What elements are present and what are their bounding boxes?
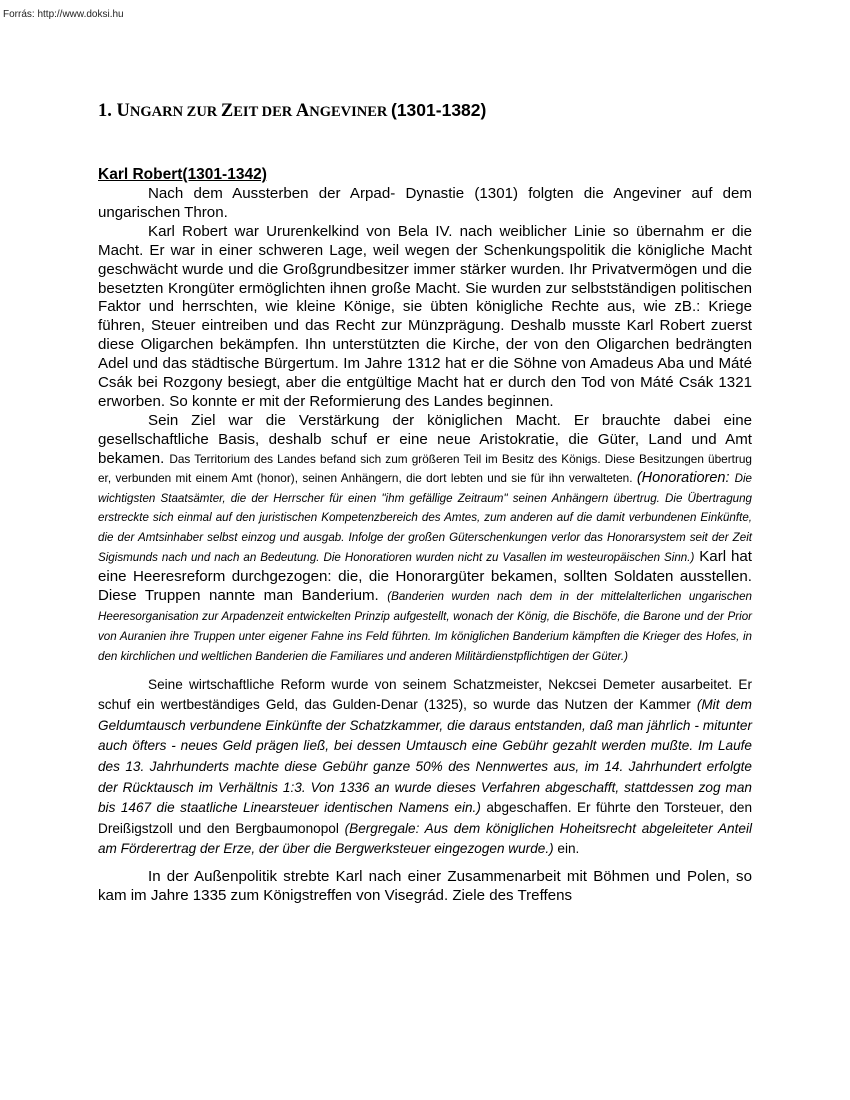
- document-body: [98, 185, 752, 906]
- economy-text-3: ein.: [553, 841, 580, 857]
- title-part-3: NGEVINER: [309, 104, 391, 120]
- banderien-note: (Banderien wurden nach dem in der mittelalterlichen ungarischen Heeresorganisation zur Arpadenzeit entwickelten Prinzip aufgestellt, wonach der König, die Bischöfe, die Barone und der Prior von Auranien ihre Truppen unter eigener Fahne ins Feld führten. Im königlichen Banderium kämpften die Krieger des Hofes, in den kirchlichen und weltlichen Banderien die Familiares und anderen Militärdienstpflichtigen der Güter.): [98, 590, 752, 663]
- title-letter-a: A: [295, 101, 310, 121]
- title-letter-z: Z: [220, 101, 234, 121]
- section-heading: Karl Robert(1301-1342): [98, 166, 267, 183]
- bergregale-note: (Bergregale: Aus dem königlichen Hoheitsrecht abgeleiteter Anteil am Förderertrag der Erze, der über die Bergwerksteuer eingezogen wurde.): [98, 820, 752, 857]
- honoratioren-term: (Honoratioren:: [636, 469, 735, 486]
- title-number: 1.: [98, 101, 117, 121]
- economy-text-2: abgeschaffen. Er führte den Torsteuer, den Dreißigstzoll und den Bergbaumonopol: [98, 800, 753, 836]
- aristocracy-text: Sein Ziel war die Verstärkung der königlichen Macht. Er brauchte dabei eine gesellschaftliche Basis, deshalb schuf er eine neue Aristokratie, die Güter, Land und Amt bekamen.: [98, 411, 752, 467]
- title-years: (1301-1382): [391, 100, 487, 120]
- economy-text: Seine wirtschaftliche Reform wurde von seinem Schatzmeister, Nekcsei Demeter ausarbeitet. Er schuf ein wertbeständiges Geld, das Gulden-Denar (1325), so wurde das Nutzen der Kammer: [98, 676, 752, 713]
- title-part-2: EIT DER: [233, 104, 296, 120]
- territory-note: Das Territorium des Landes befand sich zum größeren Teil im Besitz des Königs. Diese Besitzungen übertrug er, verbunden mit einem Amt (honor), seinen Anhängern, die dort lebten und sie für ihn verwalteten.: [98, 451, 752, 485]
- paragraph-foreign-policy: In der Außenpolitik strebte Karl nach einer Zusammenarbeit mit Böhmen und Polen, so kam im Jahre 1335 zum Königstreffen von Visegrád. Ziele des Treffens: [98, 868, 752, 904]
- honoratioren-note: Die wichtigsten Staatsämter, die der Herrscher für einen "ihm gefällige Zeitraum" seinen Anhängern übertrug. Die Übertragung erstreckte sich einmal auf den juristischen Kompetenzbereich des Amtes, zum anderen auf die damit verbundenen Einkünfte, die der Amtsinhaber selbst einzog und ausgab. Infolge der großen Güterschenkungen verlor das Honorarsystem seit der Zeit Sigismunds nach und nach an Bedeutung. Die Honoratioren wurden nicht zu Vasallen im westeuropäischen Sinn.): [98, 471, 752, 565]
- page-title: [98, 100, 486, 122]
- source-note: Forrás: http://www.doksi.hu: [3, 9, 124, 20]
- paragraph-economy: [98, 675, 752, 860]
- paragraph-intro: Nach dem Aussterben der Arpad- Dynastie (1301) folgten die Angeviner auf dem ungarischen Thron.: [98, 185, 752, 221]
- title-part-1: NGARN ZUR: [129, 104, 221, 120]
- kammer-note: (Mit dem Geldumtausch verbundene Einkünfte der Schatzkammer, die daraus entstanden, daß man jährlich - mitunter auch öfters - neues Geld prägen ließ, bei dessen Umtausch eine Gebühr gezahlt werden mußte. Im Laufe des 13. Jahrhunderts machte diese Gebühr ganze 50% des Nennwertes aus, im 14. Jahrhundert erfolgte der Rücktausch im Verhältnis 1:3. Von 1336 an wurde dieses Verfahren abgeschafft, stattdessen zog man bis 1467 die staatliche Linearsteuer identischen Namens ein.): [98, 697, 752, 816]
- title-letter-u: U: [116, 101, 130, 121]
- paragraph-karl-robert: Karl Robert war Ururenkelkind von Bela IV. nach weiblicher Linie so übernahm er die Macht. Er war in einer schweren Lage, weil wegen der Schenkungspolitik die königliche Macht geschwächt wurde und die Großgrundbesitzer immer stärker wurden. Ihr Privatvermögen und die besetzten Krongüter ermöglichten ihnen große Macht. Sie wurden zur selbstständigen politischen Faktor und herrschten, wie kleine Könige, sie übten königliche Rechte aus, wie zB.: Kriege führen, Steuer eintreiben und das Recht zur Münzprägung. Deshalb musste Karl Robert zuerst diese Oligarchen bekämpfen. Ihn unterstützten die Kirche, der von den Oligarchen bedrängten Adel und das städtische Bürgertum. Im Jahre 1312 hat er die Söhne von Amadeus Aba und Máté Csák bei Rozgony besiegt, aber die entgültige Macht hat er durch den Tod von Máté Csák 1321 erworben. So konnte er mit der Reformierung des Landes beginnen.: [98, 222, 752, 410]
- army-reform-text: Karl hat eine Heeresreform durchgezogen: die, die Honorargüter bekamen, sollten Soldaten ausstellen. Diese Truppen nannte man Banderium.: [98, 548, 752, 605]
- paragraph-aristocracy: [98, 412, 752, 667]
